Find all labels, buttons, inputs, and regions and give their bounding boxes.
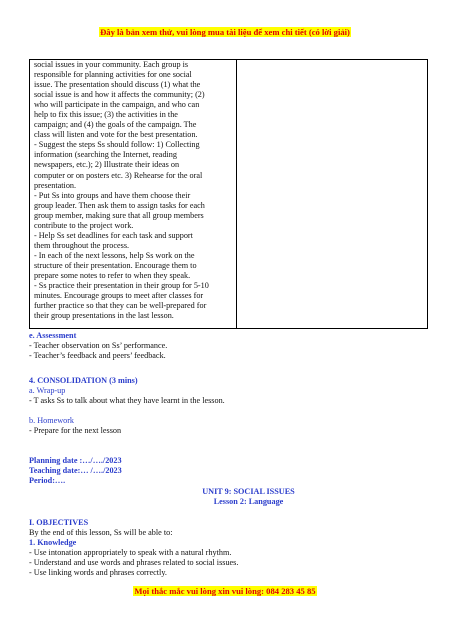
table-text-line: group leader. Then ask them to assign tasks for each <box>34 200 205 210</box>
planning-date: Planning date :…/…./2023 <box>29 456 122 465</box>
assessment-item: - Teacher’s feedback and peers’ feedback. <box>29 351 166 361</box>
table-text-line: them throughout the process. <box>34 240 130 250</box>
table-text-line: who will participate in the campaign, and who can <box>34 100 200 110</box>
consolidation-heading: 4. CONSOLIDATION (3 mins) <box>29 376 138 385</box>
wrapup-text: - T asks Ss to talk about what they have learnt in the lesson. <box>29 396 225 406</box>
homework-text: - Prepare for the next lesson <box>29 426 122 436</box>
table-column-divider <box>236 60 237 328</box>
table-text-line: campaign; and (4) the goals of the campaign. The <box>34 120 197 130</box>
objective-item: - Use linking words and phrases correctly. <box>29 568 167 578</box>
table-text-line: newspapers, etc.); 2) Illustrate their ideas on <box>34 160 180 170</box>
table-text-line: contribute to the project work. <box>34 220 134 230</box>
table-text-line: - Ss practice their presentation in their group for 5-10 <box>34 281 209 291</box>
assessment-heading: e. Assessment <box>29 331 77 340</box>
unit-title: UNIT 9: SOCIAL ISSUES <box>202 487 295 496</box>
table-text-line: group member, making sure that all group members <box>34 210 204 220</box>
objectives-intro: By the end of this lesson, Ss will be able to: <box>29 528 173 538</box>
period: Period:…. <box>29 476 66 486</box>
table-text-line: minutes. Encourage groups to meet after classes for <box>34 291 204 301</box>
footer-banner <box>0 586 450 596</box>
header-banner-text: Đây là bản xem thử, vui lòng mua tài liệu để xem chi tiết (có lời giải) <box>100 27 350 37</box>
footer-banner-text: Mọi thắc mắc vui lòng xin vui lòng: 084 283 45 85 <box>134 586 316 596</box>
assessment-item: - Teacher observation on Ss’ performance. <box>29 341 168 351</box>
objectives-heading: I. OBJECTIVES <box>29 518 89 527</box>
procedure-table <box>29 59 428 329</box>
table-text-line: class will listen and vote for the best presentation. <box>34 130 198 140</box>
table-text-line: - Help Ss set deadlines for each task and support <box>34 230 193 240</box>
wrapup-heading: a. Wrap-up <box>29 386 66 396</box>
table-text-line: - Put Ss into groups and have them choose their <box>34 190 191 200</box>
assessment-section <box>29 331 429 361</box>
unit-title-block <box>0 487 450 507</box>
table-text-line: responsible for planning activities for one social <box>34 70 192 80</box>
table-right-cell <box>238 60 428 328</box>
planning-block <box>29 456 429 486</box>
table-text-line: issue. The presentation should discuss (1) what the <box>34 80 201 90</box>
table-left-cell <box>34 60 234 321</box>
teaching-date: Teaching date:… /…./2023 <box>29 466 122 476</box>
homework-heading: b. Homework <box>29 416 75 426</box>
table-text-line: prepare some notes to refer to when they speak. <box>34 270 191 280</box>
lesson-title: Lesson 2: Language <box>213 497 284 507</box>
table-text-line: - Suggest the steps Ss should follow: 1) Collecting <box>34 140 200 150</box>
table-text-line: computer or on posters etc. 3) Rehearse for the oral <box>34 170 203 180</box>
table-text-line: - In each of the next lessons, help Ss work on the <box>34 250 195 260</box>
knowledge-heading: 1. Knowledge <box>29 538 77 548</box>
header-banner <box>0 27 450 37</box>
objective-item: - Understand and use words and phrases related to social issues. <box>29 558 239 568</box>
table-text-line: structure of their presentation. Encourage them to <box>34 260 197 270</box>
spacer <box>29 406 429 416</box>
table-text-line: social issues in your community. Each group is <box>34 60 189 69</box>
objective-item: - Use intonation appropriately to speak with a natural rhythm. <box>29 548 232 558</box>
table-text-line: information (searching the Internet, reading <box>34 150 177 160</box>
table-text-line: further practice so that they can be well-prepared for <box>34 301 207 311</box>
consolidation-section <box>29 376 429 436</box>
objectives-section <box>29 518 429 578</box>
table-text-line: help to fix this issue; (3) the activities in the <box>34 110 178 120</box>
table-text-line: their group presentations in the last lesson. <box>34 311 174 321</box>
table-text-line: social issue is and how it affects the community; (2) <box>34 90 205 100</box>
table-text-line: presentation. <box>34 180 77 190</box>
